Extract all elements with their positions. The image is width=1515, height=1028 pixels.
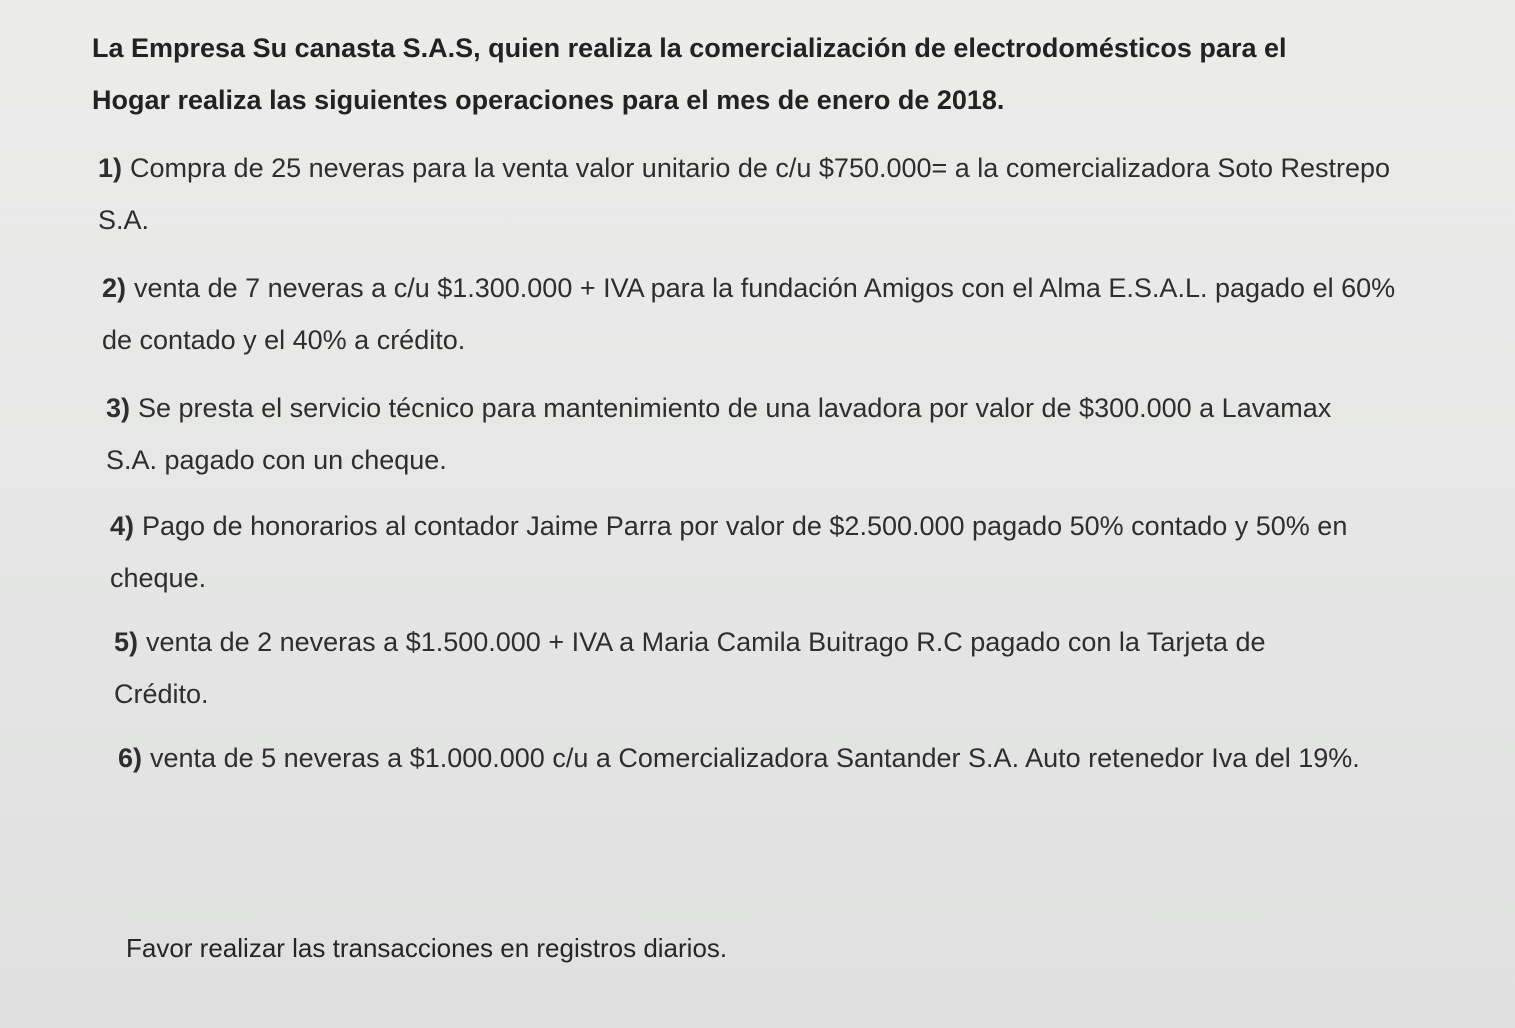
item-text: venta de 5 neveras a $1.000.000 c/u a Comercializadora Santander S.A. Auto retenedor Iva del 19%. [150, 743, 1360, 773]
item-text: Pago de honorarios al contador Jaime Parra por valor de $2.500.000 pagado 50% contado y 50% en cheque. [110, 511, 1348, 593]
item-number: 3) [106, 393, 131, 423]
transaction-item-2 [102, 262, 1402, 366]
transaction-item-1 [98, 142, 1398, 246]
transaction-item-4 [110, 500, 1410, 604]
transaction-item-6 [118, 732, 1418, 784]
transaction-item-5 [114, 616, 1364, 720]
item-number: 1) [98, 153, 123, 183]
item-number: 6) [118, 743, 143, 773]
item-number: 4) [110, 511, 135, 541]
item-text: Se presta el servicio técnico para mantenimiento de una lavadora por valor de $300.000 a Lavamax S.A. pagado con un cheque. [106, 393, 1332, 475]
item-text: venta de 7 neveras a c/u $1.300.000 + IVA para la fundación Amigos con el Alma E.S.A.L. pagado el 60% de contado y el 40% a crédito. [102, 273, 1396, 355]
item-text: Compra de 25 neveras para la venta valor unitario de c/u $750.000= a la comercializadora Soto Restrepo S.A. [98, 153, 1391, 235]
document-heading: La Empresa Su canasta S.A.S, quien realiza la comercialización de electrodomésticos para el Hogar realiza las siguientes operaciones para el mes de enero de 2018. [92, 33, 1287, 115]
transaction-item-3 [106, 382, 1336, 486]
item-number: 2) [102, 273, 127, 303]
instruction-footer: Favor realizar las transacciones en registros diarios. [126, 933, 728, 963]
item-text: venta de 2 neveras a $1.500.000 + IVA a Maria Camila Buitrago R.C pagado con la Tarjeta de Crédito. [114, 627, 1266, 709]
item-number: 5) [114, 627, 139, 657]
